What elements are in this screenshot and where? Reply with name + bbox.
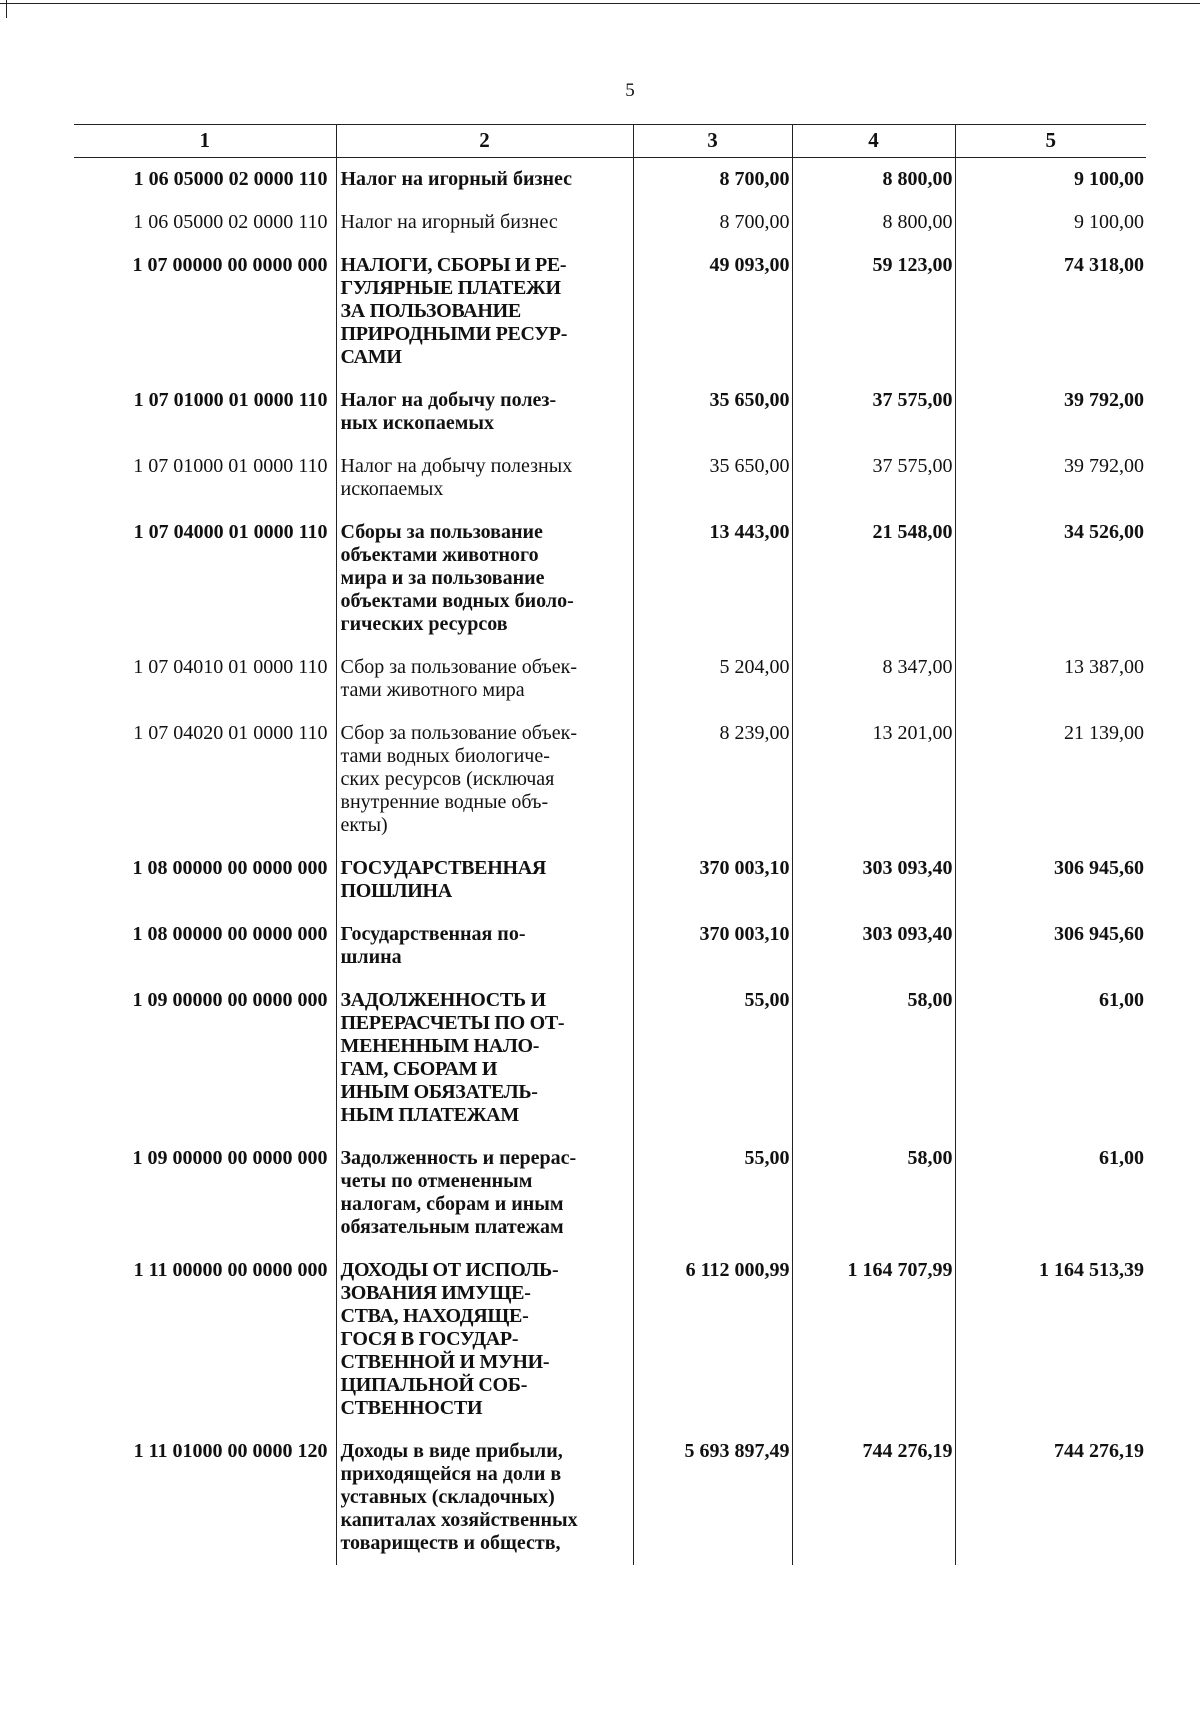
amount-col-4-cell: 58,00 [792,1137,955,1249]
item-name-cell: Налог на игорный бизнес [336,158,633,202]
item-name-cell: ЗАДОЛЖЕННОСТЬ И ПЕРЕРАСЧЕТЫ ПО ОТ- МЕНЕННЫМ НАЛО- ГАМ, СБОРАМ И ИНЫМ ОБЯЗАТЕЛЬ- НЫМ ПЛАТЕЖАМ [336,979,633,1137]
item-name-cell: Налог на добычу полез- ных ископаемых [336,379,633,445]
amount-col-5-cell: 61,00 [955,979,1146,1137]
amount-col-5-cell: 39 792,00 [955,379,1146,445]
amount-col-4-cell: 8 800,00 [792,201,955,244]
amount-col-3-cell: 370 003,10 [633,847,792,913]
header-col-4: 4 [792,125,955,158]
table-row [74,1430,1146,1565]
budget-code-cell: 1 07 04000 01 0000 110 [133,521,328,543]
amount-col-3-cell: 8 239,00 [633,712,792,847]
budget-code-cell: 1 11 01000 00 0000 120 [133,1440,328,1462]
item-name-cell: ГОСУДАРСТВЕННАЯ ПОШЛИНА [336,847,633,913]
amount-col-5-cell: 1 164 513,39 [955,1249,1146,1430]
item-name-cell: Сбор за пользование объек- тами водных биологиче- ских ресурсов (исключая внутренние водные объ- екты) [336,712,633,847]
budget-code-cell: 1 11 00000 00 0000 000 [133,1259,328,1281]
amount-col-4-cell: 303 093,40 [792,913,955,979]
header-row [74,125,1146,158]
header-col-5: 5 [955,125,1146,158]
amount-col-4-cell: 744 276,19 [792,1430,955,1565]
amount-col-3-cell: 13 443,00 [633,511,792,646]
item-name-cell: Сбор за пользование объек- тами животного мира [336,646,633,712]
amount-col-3-cell: 5 204,00 [633,646,792,712]
scan-edge-top [0,3,1200,4]
item-name-cell: Задолженность и перерас- четы по отмененным налогам, сборам и иным обязательным платежам [336,1137,633,1249]
amount-col-3-cell: 8 700,00 [633,201,792,244]
amount-col-3-cell: 55,00 [633,979,792,1137]
table-header [74,125,1146,158]
table-row [74,158,1146,202]
amount-col-3-cell: 35 650,00 [633,379,792,445]
amount-col-3-cell: 370 003,10 [633,913,792,979]
item-name-cell: Доходы в виде прибыли, приходящейся на доли в уставных (складочных) капиталах хозяйственных товариществ и обществ, [336,1430,633,1565]
amount-col-4-cell: 21 548,00 [792,511,955,646]
table-row [74,979,1146,1137]
amount-col-5-cell: 13 387,00 [955,646,1146,712]
header-col-2: 2 [336,125,633,158]
amount-col-5-cell: 306 945,60 [955,847,1146,913]
scan-edge-left [6,0,7,18]
budget-code-cell: 1 09 00000 00 0000 000 [132,1147,328,1169]
amount-col-5-cell: 744 276,19 [955,1430,1146,1565]
budget-code-cell: 1 07 04020 01 0000 110 [133,722,328,744]
table-row [74,511,1146,646]
budget-revenue-table [74,124,1146,1565]
table-row [74,379,1146,445]
budget-code-cell: 1 07 01000 01 0000 110 [133,455,328,477]
amount-col-5-cell: 39 792,00 [955,445,1146,511]
budget-code-cell: 1 08 00000 00 0000 000 [132,857,328,879]
budget-code-cell: 1 08 00000 00 0000 000 [132,923,328,945]
table-row [74,244,1146,379]
amount-col-4-cell: 1 164 707,99 [792,1249,955,1430]
table-row [74,1249,1146,1430]
table-row [74,445,1146,511]
table-row [74,913,1146,979]
amount-col-3-cell: 5 693 897,49 [633,1430,792,1565]
item-name-cell: Налог на игорный бизнес [336,201,633,244]
amount-col-3-cell: 55,00 [633,1137,792,1249]
amount-col-5-cell: 9 100,00 [955,201,1146,244]
amount-col-5-cell: 74 318,00 [955,244,1146,379]
amount-col-4-cell: 37 575,00 [792,379,955,445]
amount-col-3-cell: 49 093,00 [633,244,792,379]
table-row [74,201,1146,244]
amount-col-5-cell: 34 526,00 [955,511,1146,646]
amount-col-4-cell: 37 575,00 [792,445,955,511]
header-col-3: 3 [633,125,792,158]
amount-col-4-cell: 58,00 [792,979,955,1137]
table-row [74,712,1146,847]
header-col-1: 1 [74,125,336,158]
amount-col-3-cell: 35 650,00 [633,445,792,511]
amount-col-5-cell: 306 945,60 [955,913,1146,979]
table-row [74,847,1146,913]
table-body [74,158,1146,1566]
budget-code-cell: 1 07 01000 01 0000 110 [133,389,328,411]
amount-col-4-cell: 303 093,40 [792,847,955,913]
amount-col-5-cell: 9 100,00 [955,158,1146,202]
page-number: 5 [625,80,635,101]
item-name-cell: Налог на добычу полезных ископаемых [336,445,633,511]
budget-code-cell: 1 07 00000 00 0000 000 [132,254,328,276]
item-name-cell: ДОХОДЫ ОТ ИСПОЛЬ- ЗОВАНИЯ ИМУЩЕ- СТВА, НАХОДЯЩЕ- ГОСЯ В ГОСУДАР- СТВЕННОЙ И МУНИ- ЦИПАЛЬНОЙ СОБ- СТВЕННОСТИ [336,1249,633,1430]
budget-code-cell: 1 09 00000 00 0000 000 [132,989,328,1011]
amount-col-4-cell: 8 800,00 [792,158,955,202]
item-name-cell: НАЛОГИ, СБОРЫ И РЕ- ГУЛЯРНЫЕ ПЛАТЕЖИ ЗА ПОЛЬЗОВАНИЕ ПРИРОДНЫМИ РЕСУР- САМИ [336,244,633,379]
amount-col-5-cell: 21 139,00 [955,712,1146,847]
budget-code-cell: 1 06 05000 02 0000 110 [133,211,328,233]
table-row [74,1137,1146,1249]
amount-col-5-cell: 61,00 [955,1137,1146,1249]
amount-col-3-cell: 8 700,00 [633,158,792,202]
item-name-cell: Государственная по- шлина [336,913,633,979]
budget-code-cell: 1 07 04010 01 0000 110 [133,656,328,678]
item-name-cell: Сборы за пользование объектами животного мира и за пользование объектами водных биоло- гических ресурсов [336,511,633,646]
table-row [74,646,1146,712]
amount-col-4-cell: 8 347,00 [792,646,955,712]
amount-col-4-cell: 59 123,00 [792,244,955,379]
budget-code-cell: 1 06 05000 02 0000 110 [133,168,328,190]
amount-col-3-cell: 6 112 000,99 [633,1249,792,1430]
amount-col-4-cell: 13 201,00 [792,712,955,847]
